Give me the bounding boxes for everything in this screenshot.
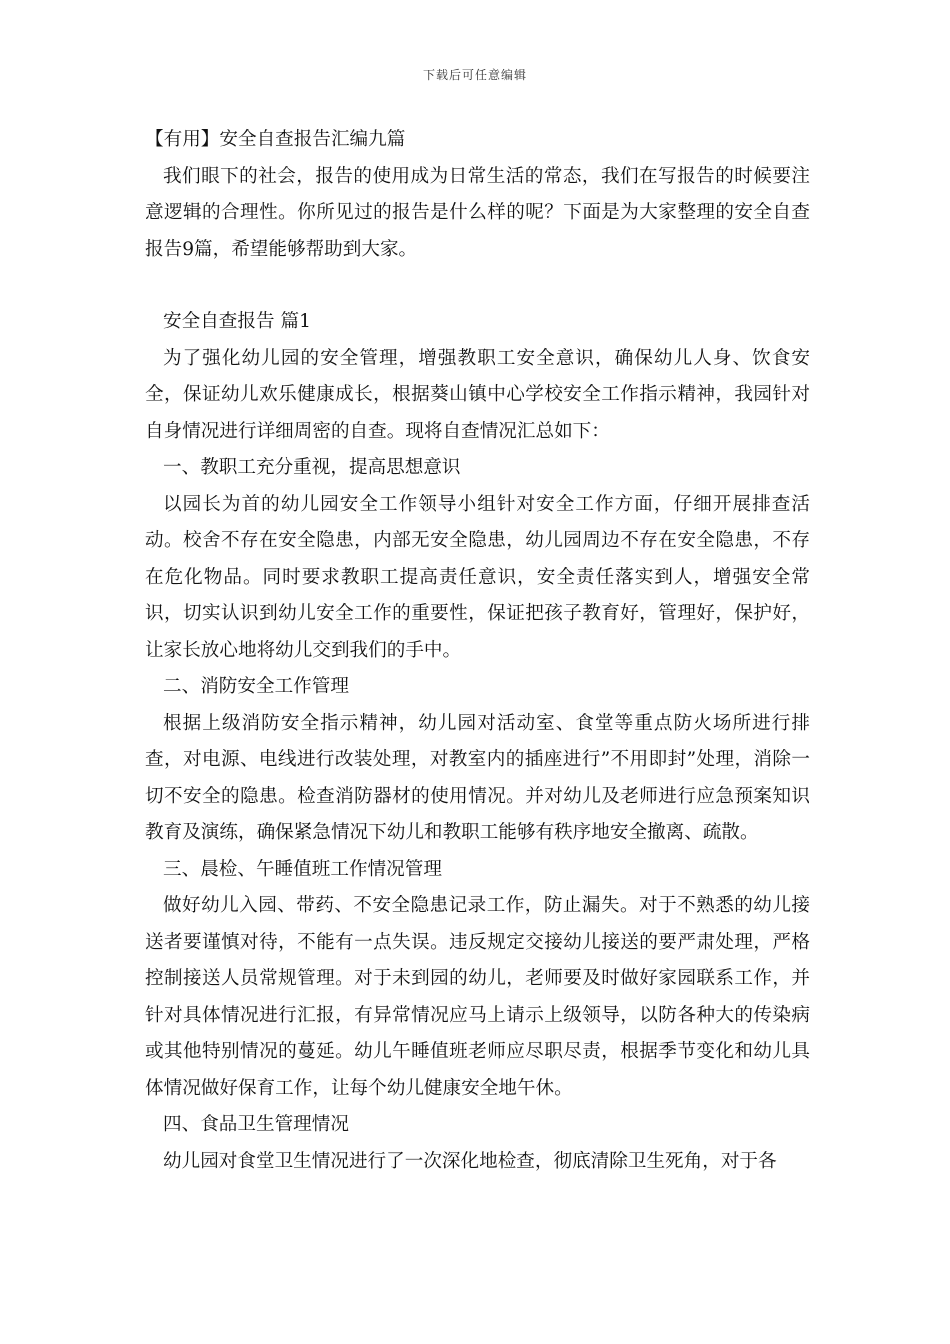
section3-heading: 三、晨检、午睡值班工作情况管理 [163, 858, 442, 880]
document-body [145, 122, 810, 1180]
section3-paragraph: 做好幼儿入园、带药、不安全隐患记录工作，防止漏失。对于不熟悉的幼儿接送者要谨慎对待，不能有一点失误。违反规定交接幼儿接送的要严肃处理，严格控制接送人员常规管理。对于未到园的幼儿，老师要及时做好家园联系工作，并针对具体情况进行汇报，有异常情况应马上请示上级领导，以防各种大的传染病或其他特别情况的蔓延。幼儿午睡值班老师应尽职尽责，根据季节变化和幼儿具体情况做好保育工作，让每个幼儿健康安全地午休。 [145, 895, 810, 1099]
blank-line [145, 268, 810, 304]
part1-intro-paragraph: 为了强化幼儿园的安全管理，增强教职工安全意识，确保幼儿人身、饮食安全，保证幼儿欢乐健康成长，根据葵山镇中心学校安全工作指示精神，我园针对自身情况进行详细周密的自查。现将自查情况汇总如下： [145, 347, 810, 442]
document-title: 【有用】安全自查报告汇编九篇 [145, 129, 406, 150]
section1-heading: 一、教职工充分重视，提高思想意识 [163, 457, 461, 478]
intro-paragraph: 我们眼下的社会，报告的使用成为日常生活的常态，我们在写报告的时候要注意逻辑的合理性。你所见过的报告是什么样的呢？下面是为大家整理的安全自查报告9篇，希望能够帮助到大家。 [145, 165, 810, 260]
section1-paragraph: 以园长为首的幼儿园安全工作领导小组针对安全工作方面，仔细开展排查活动。校舍不存在安全隐患，内部无安全隐患，幼儿园周边不存在安全隐患，不存在危化物品。同时要求教职工提高责任意识，安全责任落实到人，增强安全常识，切实认识到幼儿安全工作的重要性，保证把孩子教育好，管理好，保护好，让家长放心地将幼儿交到我们的手中。 [145, 493, 810, 661]
section4-heading: 四、食品卫生管理情况 [163, 1114, 349, 1135]
part1-heading: 安全自查报告 篇1 [163, 311, 311, 332]
section2-heading: 二、消防安全工作管理 [163, 676, 349, 697]
section4-paragraph: 幼儿园对食堂卫生情况进行了一次深化地检查，彻底清除卫生死角，对于各 [163, 1150, 777, 1172]
header-note: 下载后可任意编辑 [422, 68, 527, 82]
section2-paragraph: 根据上级消防安全指示精神，幼儿园对活动室、食堂等重点防火场所进行排查，对电源、电线进行改装处理，对教室内的插座进行”不用即封”处理，消除一切不安全的隐患。检查消防器材的使用情况。并对幼儿及老师进行应急预案知识教育及演练，确保紧急情况下幼儿和教职工能够有秩序地安全撤离、疏散。 [145, 712, 810, 843]
